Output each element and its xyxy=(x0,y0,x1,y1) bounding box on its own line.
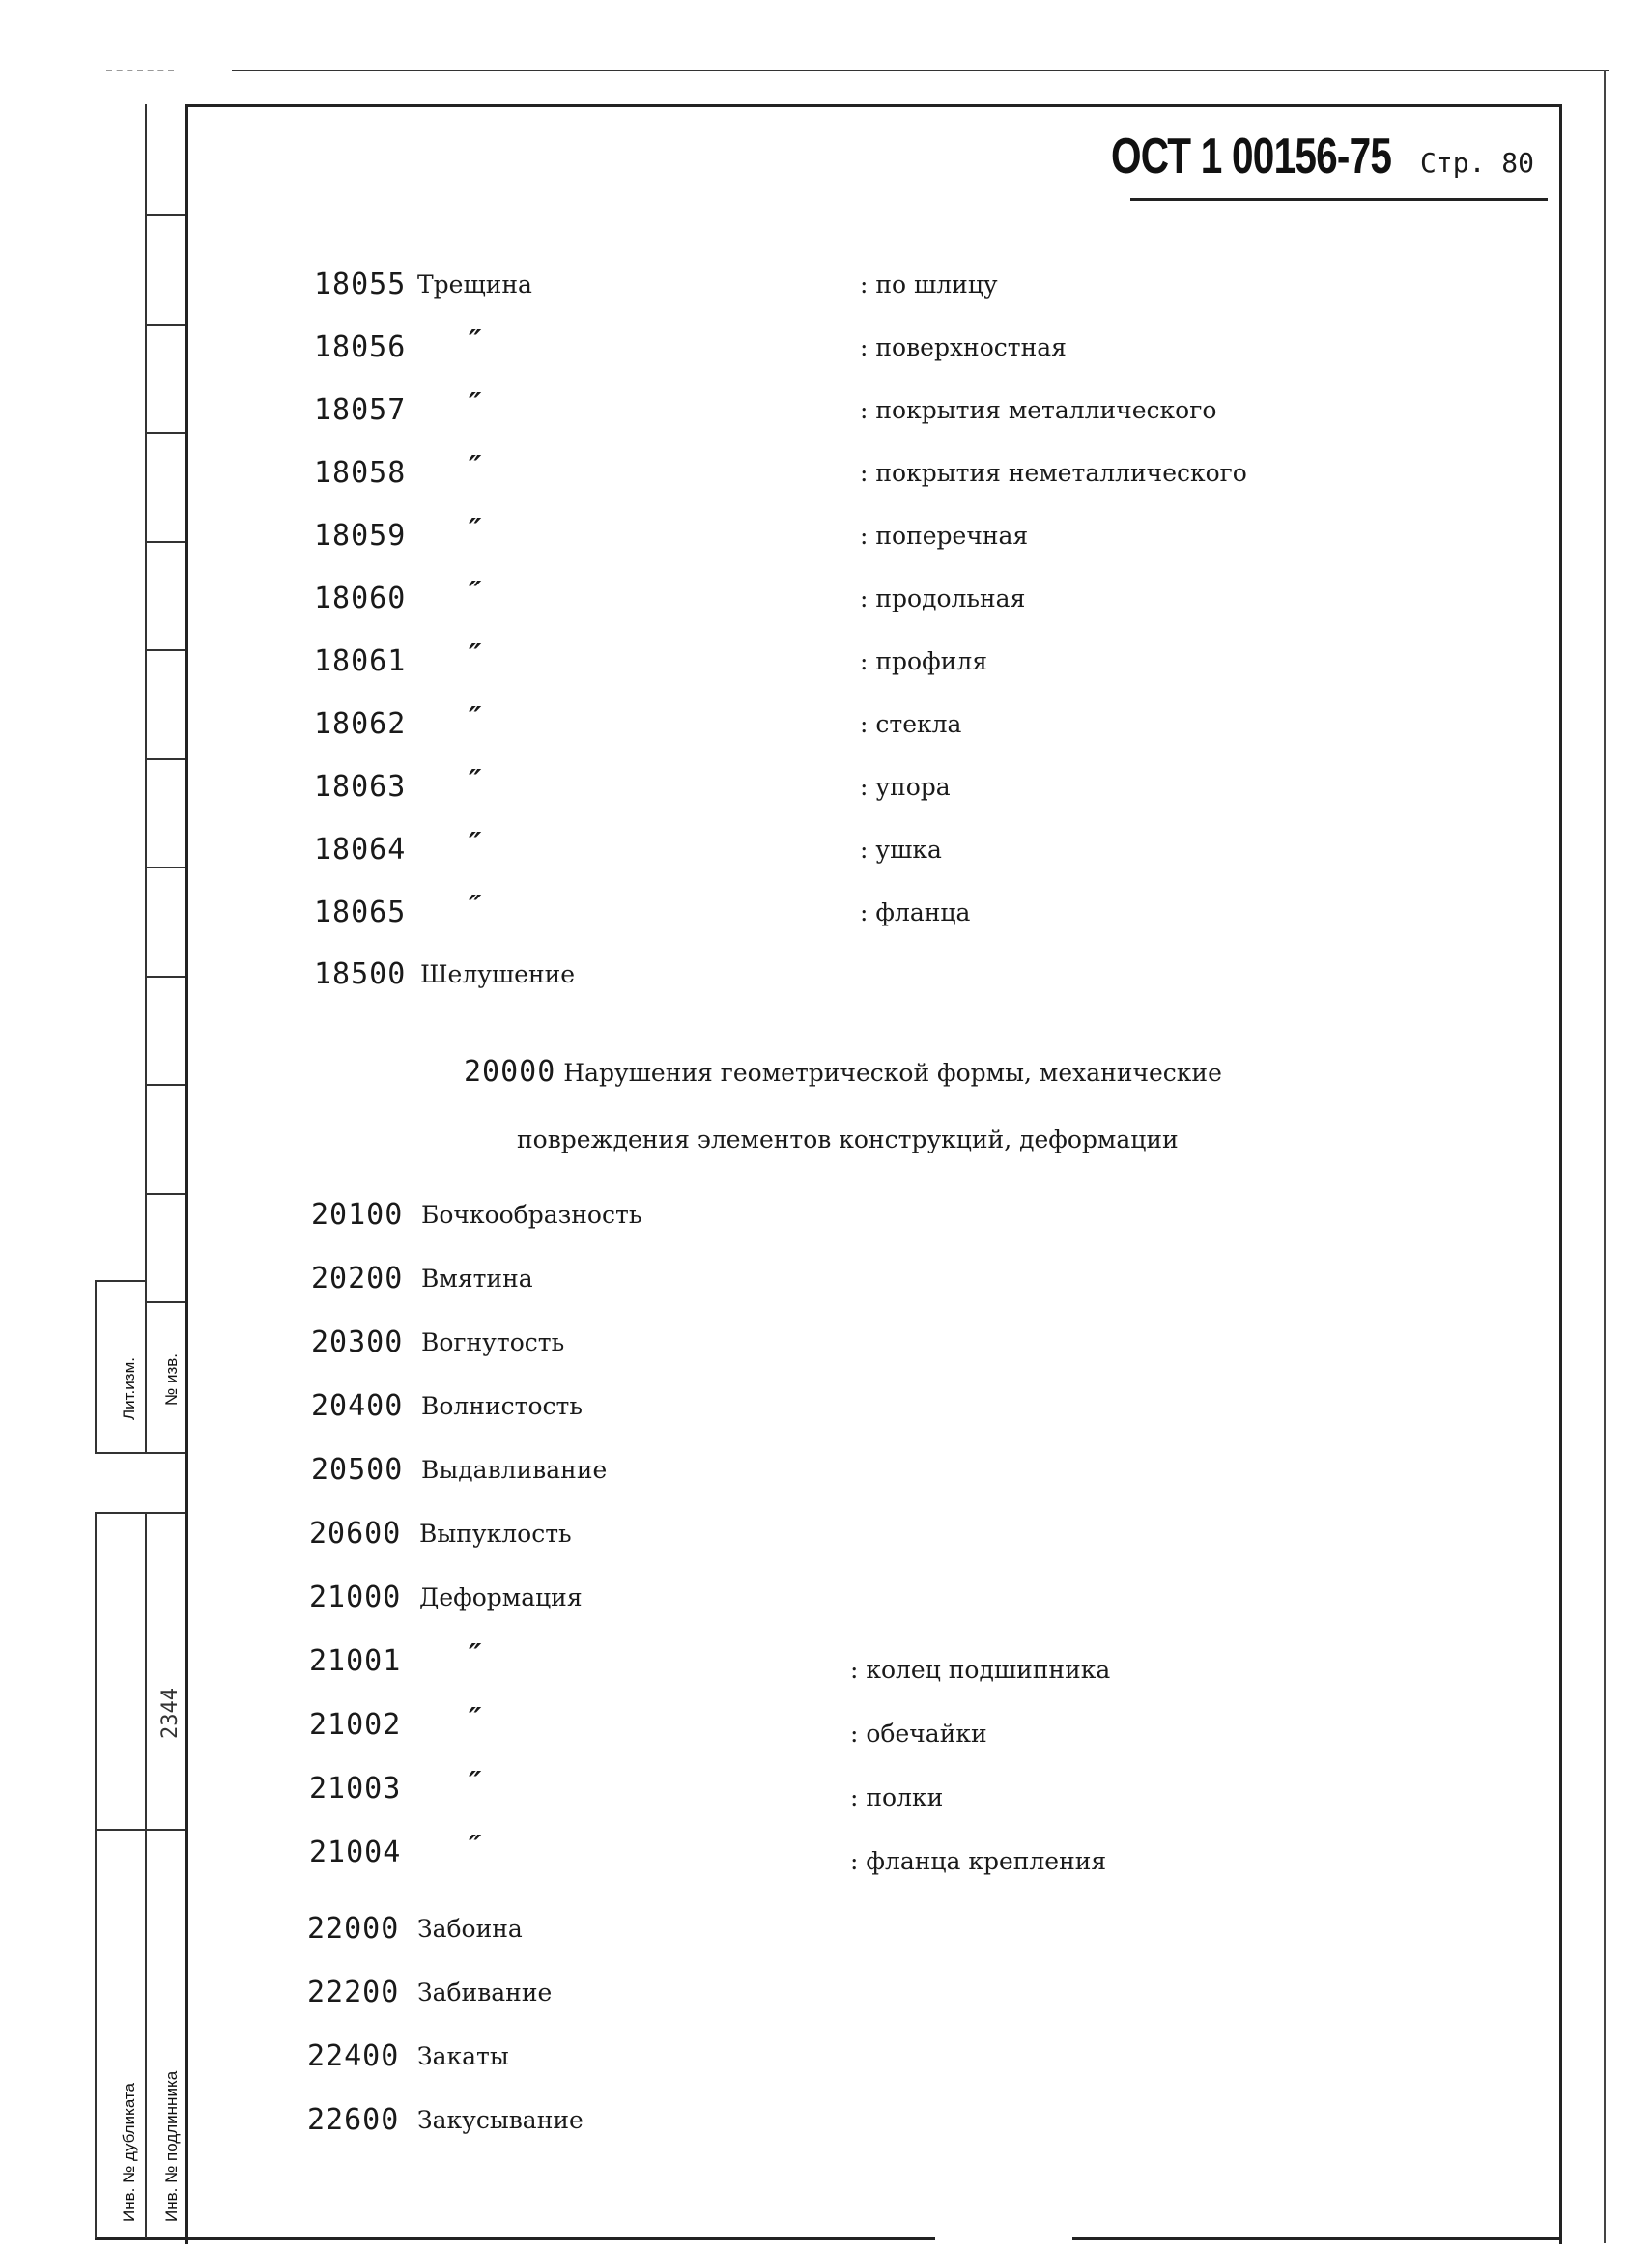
entry-name: Закусывание xyxy=(417,2106,584,2134)
list-item xyxy=(0,1262,1652,1306)
frame-top-line xyxy=(232,70,1609,71)
entry-code: 21003 xyxy=(309,1772,402,1806)
ditto-mark: ″ xyxy=(469,1702,482,1736)
entry-qualifier: : ушка xyxy=(860,836,942,864)
section-title-2: повреждения элементов конструкций, деформации xyxy=(517,1125,1179,1153)
stamp-label-lit-izm: Лит.изм. xyxy=(120,1357,138,1420)
section-code: 20000 xyxy=(464,1055,556,1089)
entry-qualifier: : фланца xyxy=(860,898,971,926)
list-item xyxy=(0,387,1652,438)
frame-top-dash xyxy=(106,70,174,71)
frame-bottom-right xyxy=(1072,2237,1561,2240)
list-item xyxy=(0,1702,1652,1752)
entry-code: 18062 xyxy=(314,707,407,741)
list-item xyxy=(0,1517,1652,1561)
list-item xyxy=(0,1453,1652,1497)
entry-code: 18063 xyxy=(314,770,407,804)
list-item xyxy=(0,1580,1652,1625)
list-item xyxy=(0,2039,1652,2084)
list-item xyxy=(0,890,1652,940)
frame-bottom-left xyxy=(95,2237,935,2240)
list-item xyxy=(0,1198,1652,1242)
ditto-mark: ″ xyxy=(469,890,482,924)
ditto-mark: ″ xyxy=(469,387,482,421)
entry-qualifier: : поверхностная xyxy=(860,333,1067,361)
list-item xyxy=(0,827,1652,877)
section-heading-line-2 xyxy=(0,1125,1652,1153)
list-item xyxy=(0,701,1652,752)
list-item xyxy=(0,957,1652,1002)
ditto-mark: ″ xyxy=(469,513,482,547)
ditto-mark: ″ xyxy=(469,1638,482,1672)
entry-qualifier: : упора xyxy=(860,773,951,801)
ditto-mark: ″ xyxy=(469,450,482,484)
entry-code: 18500 xyxy=(314,957,407,991)
entry-code: 22600 xyxy=(307,2103,400,2137)
entry-qualifier: : покрытия металлического xyxy=(860,396,1217,424)
entry-code: 18061 xyxy=(314,644,407,678)
stamp-rule xyxy=(145,324,185,326)
entry-qualifier: : стекла xyxy=(860,710,962,738)
stamp-label-inv-podlinnika: Инв. № подлинника xyxy=(162,2070,181,2222)
entry-name: Деформация xyxy=(419,1583,583,1611)
entry-name: Бочкообразность xyxy=(421,1201,642,1229)
ditto-mark: ″ xyxy=(469,1766,482,1800)
ditto-mark: ″ xyxy=(469,827,482,861)
entry-qualifier: : колец подшипника xyxy=(850,1656,1111,1684)
stamp-rule xyxy=(145,1193,185,1195)
entry-code: 18055 xyxy=(314,268,407,301)
stamp-rule xyxy=(145,758,185,760)
ditto-mark: ″ xyxy=(469,764,482,798)
entry-code: 18057 xyxy=(314,393,407,427)
entry-code: 18059 xyxy=(314,519,407,553)
entry-code: 22200 xyxy=(307,1976,400,2009)
entry-code: 18060 xyxy=(314,582,407,615)
entry-name: Выпуклость xyxy=(419,1520,572,1548)
list-item xyxy=(0,1389,1652,1434)
entry-code: 20300 xyxy=(311,1325,404,1359)
ditto-mark: ″ xyxy=(469,325,482,358)
entry-qualifier: : фланца крепления xyxy=(850,1847,1107,1875)
list-item xyxy=(0,1325,1652,1370)
entry-code: 22000 xyxy=(307,1912,400,1946)
entry-qualifier: : поперечная xyxy=(860,522,1029,550)
list-item xyxy=(0,639,1652,689)
page-number: Стр. 80 xyxy=(1420,147,1535,179)
section-heading-line-1 xyxy=(0,1055,1652,1089)
list-item xyxy=(0,268,1652,312)
entry-code: 20500 xyxy=(311,1453,404,1487)
frame-body-top xyxy=(185,104,1561,107)
document-code: ОСТ 1 00156-75 xyxy=(1111,128,1392,185)
list-item xyxy=(0,576,1652,626)
entry-qualifier: : покрытия неметаллического xyxy=(860,459,1247,487)
entry-code: 21002 xyxy=(309,1708,402,1742)
entry-qualifier: : продольная xyxy=(860,584,1026,612)
entry-code: 20100 xyxy=(311,1198,404,1232)
list-item xyxy=(0,1766,1652,1816)
entry-code: 18064 xyxy=(314,833,407,867)
entry-name: Вогнутость xyxy=(421,1328,565,1356)
entry-qualifier: : полки xyxy=(850,1783,944,1811)
section-title-1: Нарушения геометрической формы, механические xyxy=(563,1059,1222,1087)
stamp-label-no-izv: № изв. xyxy=(162,1352,181,1406)
list-item xyxy=(0,1830,1652,1880)
entry-code: 21000 xyxy=(309,1580,402,1614)
stamp-rule xyxy=(145,214,185,216)
stamp-lower-cap xyxy=(95,1512,185,1514)
entry-qualifier: : профиля xyxy=(860,647,987,675)
list-item xyxy=(0,450,1652,500)
entry-code: 20400 xyxy=(311,1389,404,1423)
ditto-mark: ″ xyxy=(469,701,482,735)
header-underline xyxy=(1130,198,1548,201)
entry-name: Шелушение xyxy=(420,960,576,988)
entry-code: 22400 xyxy=(307,2039,400,2073)
ditto-mark: ″ xyxy=(469,576,482,610)
entry-name: Трещина xyxy=(417,270,532,299)
entry-code: 18056 xyxy=(314,330,407,364)
entry-code: 18065 xyxy=(314,896,407,929)
entry-qualifier: : обечайки xyxy=(850,1720,987,1748)
list-item xyxy=(0,513,1652,563)
entry-code: 18058 xyxy=(314,456,407,490)
list-item xyxy=(0,2103,1652,2148)
entry-name: Выдавливание xyxy=(421,1456,608,1484)
stamp-inv-number: 2344 xyxy=(158,1688,183,1739)
stamp-label-inv-dublikata: Инв. № дубликата xyxy=(120,2083,138,2222)
ditto-mark: ″ xyxy=(469,639,482,672)
entry-name: Забивание xyxy=(417,1979,553,2007)
list-item xyxy=(0,764,1652,814)
entry-code: 20200 xyxy=(311,1262,404,1295)
entry-qualifier: : по шлицу xyxy=(860,270,998,299)
list-item xyxy=(0,325,1652,375)
stamp-rule xyxy=(95,1829,185,1831)
entry-code: 21004 xyxy=(309,1836,402,1869)
ditto-mark: ″ xyxy=(469,1830,482,1864)
entry-code: 20600 xyxy=(309,1517,402,1551)
list-item xyxy=(0,1976,1652,2020)
list-item xyxy=(0,1638,1652,1689)
entry-code: 21001 xyxy=(309,1644,402,1678)
entry-name: Вмятина xyxy=(421,1265,533,1293)
entry-name: Закаты xyxy=(417,2042,509,2070)
entry-name: Волнистость xyxy=(421,1392,583,1420)
entry-name: Забоина xyxy=(417,1915,523,1943)
list-item xyxy=(0,1912,1652,1956)
